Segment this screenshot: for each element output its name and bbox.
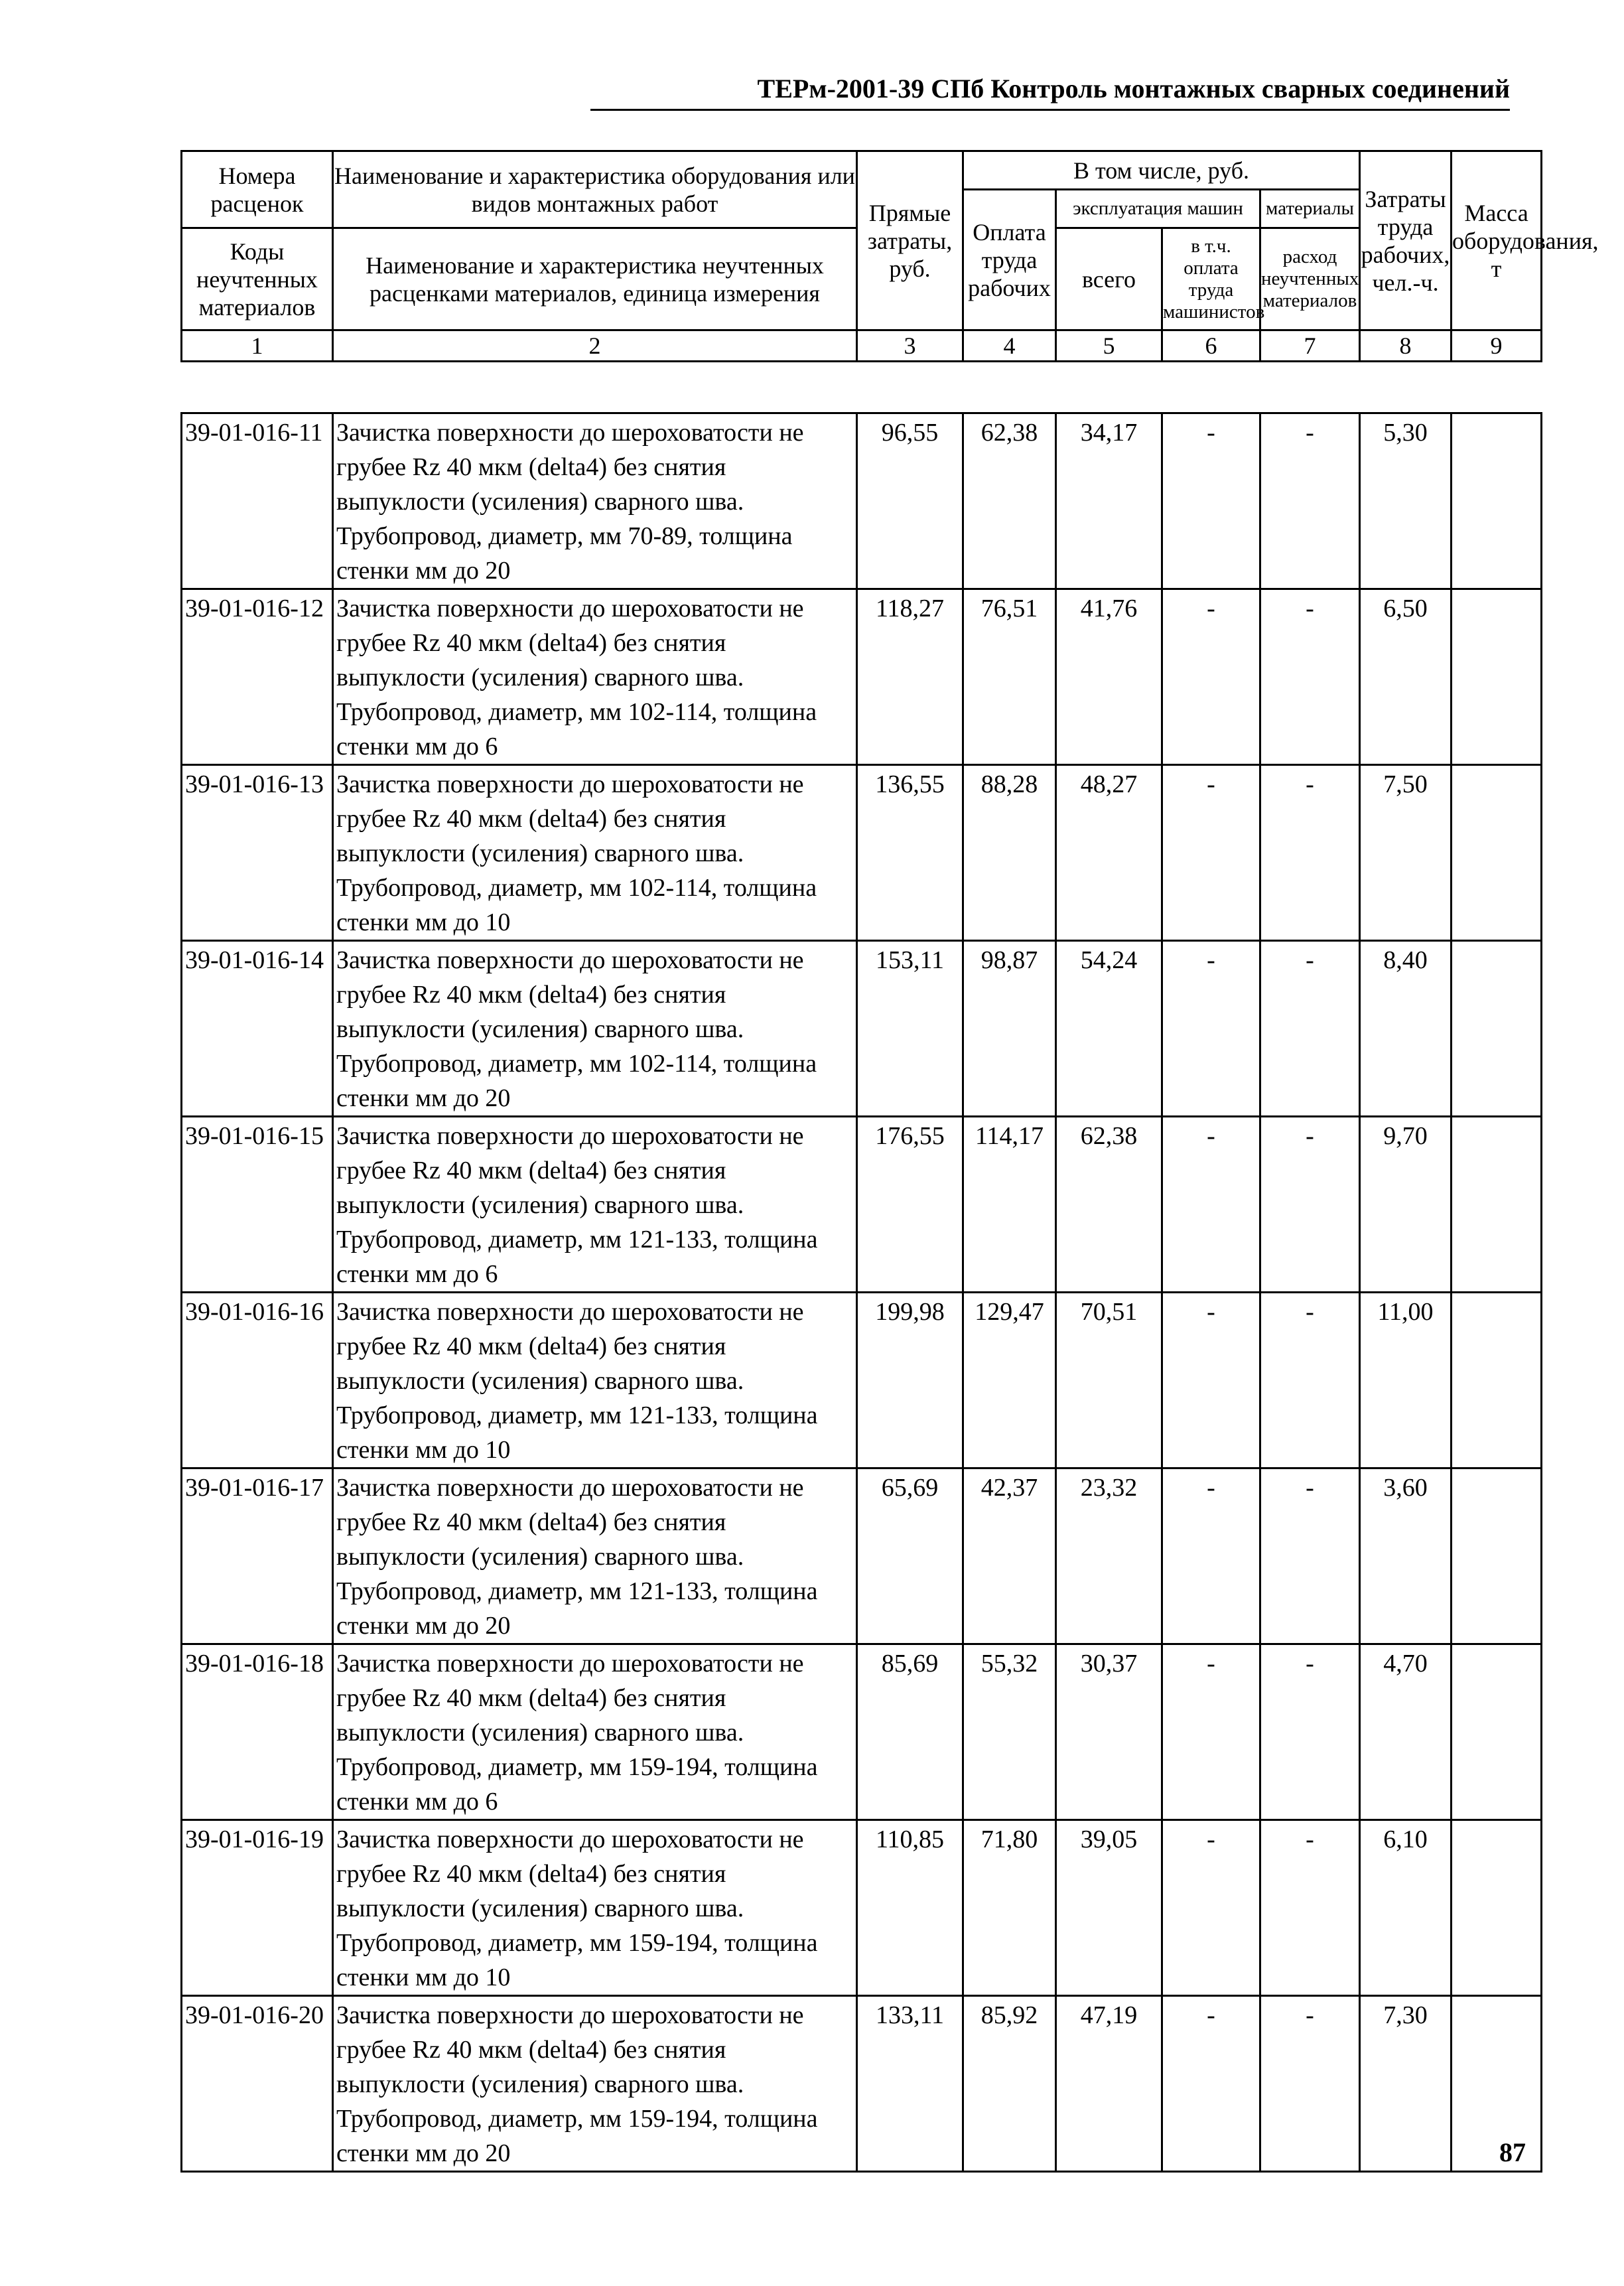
- equipment-mass: [1452, 1293, 1542, 1468]
- equipment-mass: [1452, 1820, 1542, 1996]
- materials-consumption: -: [1260, 1820, 1360, 1996]
- labor-hours: 3,60: [1360, 1468, 1452, 1644]
- equipment-mass: [1452, 1468, 1542, 1644]
- labor-hours: 4,70: [1360, 1644, 1452, 1820]
- direct-costs: 96,55: [857, 413, 963, 589]
- header-number-4: 4: [963, 330, 1056, 362]
- labor-pay: 85,92: [963, 1996, 1056, 2172]
- direct-costs: 133,11: [857, 1996, 963, 2172]
- machines-total: 23,32: [1056, 1468, 1162, 1644]
- rate-code: 39-01-016-13: [182, 765, 333, 941]
- header-number-9: 9: [1452, 330, 1542, 362]
- materials-consumption: -: [1260, 413, 1360, 589]
- header-number-3: 3: [857, 330, 963, 362]
- table-row: [182, 1820, 1542, 1996]
- machinists-pay: -: [1162, 1468, 1260, 1644]
- labor-hours: 9,70: [1360, 1117, 1452, 1293]
- rate-description: Зачистка поверхности до шероховатости не грубее Rz 40 мкм (delta4) без снятия выпуклости (усиления) сварного шва. Трубопровод, диаметр, мм 121-133, толщина стенки мм до 20: [333, 1468, 857, 1644]
- rate-code: 39-01-016-12: [182, 589, 333, 765]
- materials-consumption: -: [1260, 589, 1360, 765]
- direct-costs: 65,69: [857, 1468, 963, 1644]
- header-number-5: 5: [1056, 330, 1162, 362]
- header-col1-bottom: Коды неучтенных материалов: [182, 228, 333, 330]
- labor-pay: 42,37: [963, 1468, 1056, 1644]
- table-row: [182, 589, 1542, 765]
- rate-description: Зачистка поверхности до шероховатости не грубее Rz 40 мкм (delta4) без снятия выпуклости (усиления) сварного шва. Трубопровод, диаметр, мм 121-133, толщина стенки мм до 6: [333, 1117, 857, 1293]
- labor-hours: 7,50: [1360, 765, 1452, 941]
- rate-code: 39-01-016-14: [182, 941, 333, 1117]
- header-number-6: 6: [1162, 330, 1260, 362]
- header-col7: расход неучтенных материалов: [1260, 228, 1360, 330]
- machines-total: 39,05: [1056, 1820, 1162, 1996]
- rates-table: [180, 412, 1542, 2173]
- machinists-pay: -: [1162, 1644, 1260, 1820]
- machines-total: 48,27: [1056, 765, 1162, 941]
- table-row: [182, 941, 1542, 1117]
- rate-code: 39-01-016-17: [182, 1468, 333, 1644]
- machinists-pay: -: [1162, 413, 1260, 589]
- direct-costs: 153,11: [857, 941, 963, 1117]
- machines-total: 34,17: [1056, 413, 1162, 589]
- header-number-8: 8: [1360, 330, 1452, 362]
- rate-description: Зачистка поверхности до шероховатости не грубее Rz 40 мкм (delta4) без снятия выпуклости (усиления) сварного шва. Трубопровод, диаметр, мм 102-114, толщина стенки мм до 20: [333, 941, 857, 1117]
- labor-hours: 11,00: [1360, 1293, 1452, 1468]
- labor-pay: 76,51: [963, 589, 1056, 765]
- labor-pay: 62,38: [963, 413, 1056, 589]
- table-row: [182, 1117, 1542, 1293]
- machines-total: 62,38: [1056, 1117, 1162, 1293]
- materials-consumption: -: [1260, 1996, 1360, 2172]
- labor-pay: 129,47: [963, 1293, 1056, 1468]
- equipment-mass: [1452, 413, 1542, 589]
- header-col4: Оплата труда рабочих: [963, 190, 1056, 330]
- header-col8: Затраты труда рабочих, чел.-ч.: [1360, 151, 1452, 330]
- rate-code: 39-01-016-16: [182, 1293, 333, 1468]
- machinists-pay: -: [1162, 941, 1260, 1117]
- table-row: [182, 1468, 1542, 1644]
- header-subgroup-machines: эксплуатация машин: [1056, 190, 1260, 228]
- header-col3: Прямые затраты, руб.: [857, 151, 963, 330]
- rate-code: 39-01-016-19: [182, 1820, 333, 1996]
- page-number: 87: [1499, 2137, 1526, 2167]
- rate-description: Зачистка поверхности до шероховатости не грубее Rz 40 мкм (delta4) без снятия выпуклости (усиления) сварного шва. Трубопровод, диаметр, мм 159-194, толщина стенки мм до 10: [333, 1820, 857, 1996]
- labor-hours: 8,40: [1360, 941, 1452, 1117]
- labor-pay: 88,28: [963, 765, 1056, 941]
- header-number-1: 1: [182, 330, 333, 362]
- header-col9: Масса оборудования, т: [1452, 151, 1542, 330]
- direct-costs: 176,55: [857, 1117, 963, 1293]
- labor-pay: 71,80: [963, 1820, 1056, 1996]
- rate-description: Зачистка поверхности до шероховатости не грубее Rz 40 мкм (delta4) без снятия выпуклости (усиления) сварного шва. Трубопровод, диаметр, мм 159-194, толщина стенки мм до 20: [333, 1996, 857, 2172]
- rate-description: Зачистка поверхности до шероховатости не грубее Rz 40 мкм (delta4) без снятия выпуклости (усиления) сварного шва. Трубопровод, диаметр, мм 159-194, толщина стенки мм до 6: [333, 1644, 857, 1820]
- machinists-pay: -: [1162, 1117, 1260, 1293]
- labor-hours: 5,30: [1360, 413, 1452, 589]
- header-subgroup-materials: материалы: [1260, 190, 1360, 228]
- table-header: [180, 150, 1599, 362]
- materials-consumption: -: [1260, 765, 1360, 941]
- rate-code: 39-01-016-15: [182, 1117, 333, 1293]
- machinists-pay: -: [1162, 1996, 1260, 2172]
- rate-description: Зачистка поверхности до шероховатости не грубее Rz 40 мкм (delta4) без снятия выпуклости (усиления) сварного шва. Трубопровод, диаметр, мм 121-133, толщина стенки мм до 10: [333, 1293, 857, 1468]
- materials-consumption: -: [1260, 1117, 1360, 1293]
- labor-hours: 6,10: [1360, 1820, 1452, 1996]
- materials-consumption: -: [1260, 1644, 1360, 1820]
- table-row: [182, 1293, 1542, 1468]
- rate-description: Зачистка поверхности до шероховатости не грубее Rz 40 мкм (delta4) без снятия выпуклости (усиления) сварного шва. Трубопровод, диаметр, мм 70-89, толщина стенки мм до 20: [333, 413, 857, 589]
- table-row: [182, 765, 1542, 941]
- machines-total: 41,76: [1056, 589, 1162, 765]
- header-number-7: 7: [1260, 330, 1360, 362]
- header-col2-bottom: Наименование и характеристика неучтенных расценками материалов, единица измерения: [333, 228, 857, 330]
- labor-pay: 55,32: [963, 1644, 1056, 1820]
- running-header-title: ТЕРм-2001-39 СПб Контроль монтажных сварных соединений: [757, 74, 1510, 104]
- header-group: В том числе, руб.: [963, 151, 1360, 190]
- machines-total: 54,24: [1056, 941, 1162, 1117]
- table-row: [182, 413, 1542, 589]
- machines-total: 47,19: [1056, 1996, 1162, 2172]
- direct-costs: 136,55: [857, 765, 963, 941]
- machines-total: 30,37: [1056, 1644, 1162, 1820]
- equipment-mass: [1452, 765, 1542, 941]
- direct-costs: 118,27: [857, 589, 963, 765]
- table-row: [182, 1996, 1542, 2172]
- header-col6: в т.ч. оплата труда машинистов: [1162, 228, 1260, 330]
- equipment-mass: [1452, 589, 1542, 765]
- rate-description: Зачистка поверхности до шероховатости не грубее Rz 40 мкм (delta4) без снятия выпуклости (усиления) сварного шва. Трубопровод, диаметр, мм 102-114, толщина стенки мм до 6: [333, 589, 857, 765]
- labor-pay: 98,87: [963, 941, 1056, 1117]
- materials-consumption: -: [1260, 1468, 1360, 1644]
- machinists-pay: -: [1162, 765, 1260, 941]
- rate-description: Зачистка поверхности до шероховатости не грубее Rz 40 мкм (delta4) без снятия выпуклости (усиления) сварного шва. Трубопровод, диаметр, мм 102-114, толщина стенки мм до 10: [333, 765, 857, 941]
- direct-costs: 110,85: [857, 1820, 963, 1996]
- machinists-pay: -: [1162, 589, 1260, 765]
- equipment-mass: [1452, 941, 1542, 1117]
- rate-code: 39-01-016-20: [182, 1996, 333, 2172]
- header-number-2: 2: [333, 330, 857, 362]
- machines-total: 70,51: [1056, 1293, 1162, 1468]
- equipment-mass: [1452, 1117, 1542, 1293]
- direct-costs: 85,69: [857, 1644, 963, 1820]
- header-col5: всего: [1056, 228, 1162, 330]
- equipment-mass: [1452, 1644, 1542, 1820]
- rate-code: 39-01-016-18: [182, 1644, 333, 1820]
- labor-hours: 7,30: [1360, 1996, 1452, 2172]
- table-row: [182, 1644, 1542, 1820]
- header-rule: [590, 109, 1510, 111]
- header-col2-top: Наименование и характеристика оборудования или видов монтажных работ: [333, 151, 857, 228]
- materials-consumption: -: [1260, 941, 1360, 1117]
- direct-costs: 199,98: [857, 1293, 963, 1468]
- materials-consumption: -: [1260, 1293, 1360, 1468]
- machinists-pay: -: [1162, 1820, 1260, 1996]
- labor-pay: 114,17: [963, 1117, 1056, 1293]
- header-col1-top: Номера расценок: [182, 151, 333, 228]
- machinists-pay: -: [1162, 1293, 1260, 1468]
- rate-code: 39-01-016-11: [182, 413, 333, 589]
- labor-hours: 6,50: [1360, 589, 1452, 765]
